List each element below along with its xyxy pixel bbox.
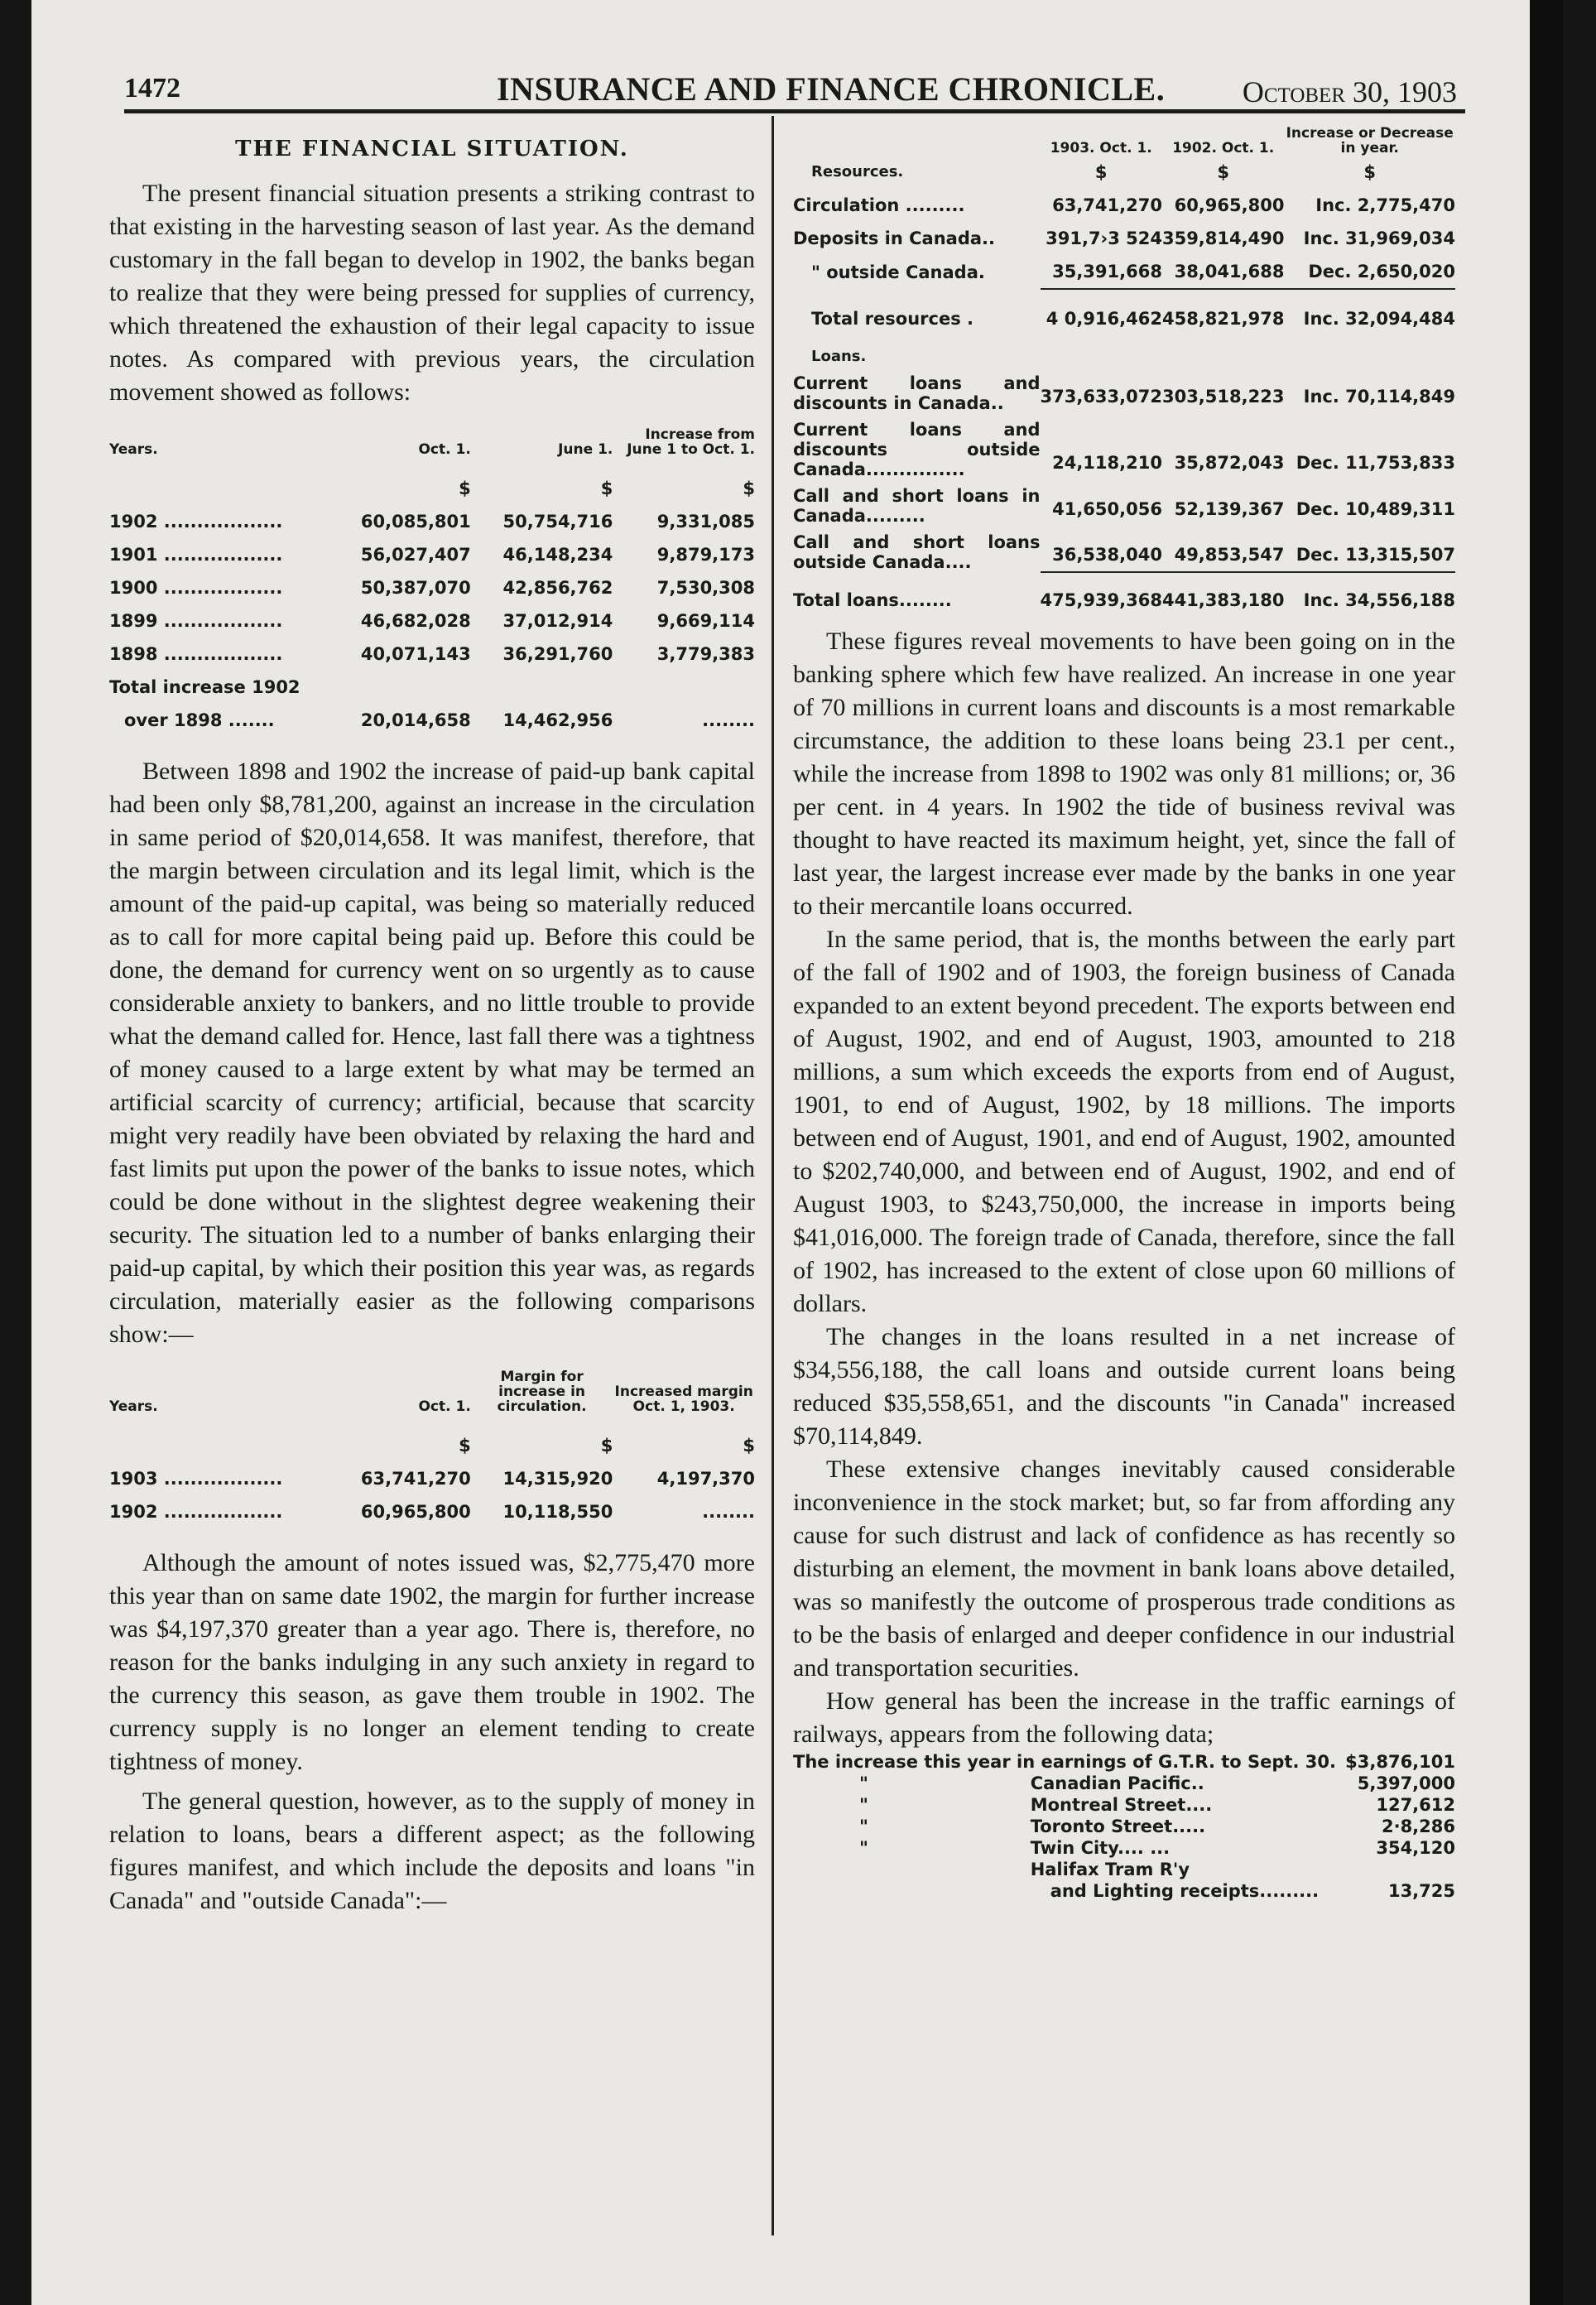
railway-label: and Lighting receipts......... [1050, 1881, 1320, 1901]
ditto-mark: " [859, 1817, 868, 1836]
value-cell: 20,014,658 [360, 710, 471, 730]
table-row [793, 1880, 1455, 1902]
table-row [793, 255, 1455, 289]
value-cell: 303,518,223 [1161, 387, 1285, 407]
value-cell: 2·8,286 [1381, 1817, 1455, 1836]
unit-label: $ [1094, 162, 1108, 182]
value-cell: 50,387,070 [360, 578, 471, 598]
value-cell: 13,725 [1387, 1881, 1455, 1901]
section-label: Loans. [811, 348, 867, 365]
paragraph: How general has been the increase in the traffic earnings of railways, appears from the following data; [793, 1687, 1455, 1748]
ditto-mark: " [859, 1773, 868, 1793]
journal-title: INSURANCE AND FINANCE CHRONICLE. [497, 70, 1166, 108]
total-label: Total loans........ [793, 590, 952, 610]
issue-date: October 30, 1903 [1242, 75, 1457, 108]
value-cell: Dec. 10,489,311 [1296, 499, 1455, 519]
table-row [793, 289, 1455, 335]
unit-label: $ [1363, 162, 1377, 182]
total-label: Total resources . [811, 309, 973, 329]
col-header: Oct. 1. [418, 1398, 471, 1415]
paragraph: These figures reveal movements to have been going on in the banking sphere which few have realized. An increase in one year of 70 millions in current loans and discounts is a most remarkable circumstance, the addition to these loans being 23.1 per cent., while the increase from 1898 to 1902 was only 81 millions; or, 36 per cent. in 4 years. In 1902 the tide of business revival was thought to have reacted its maximum height, yet, since the fall of last year, the largest increase ever made by the banks in one year to their mercantile loans occurred. [793, 628, 1455, 920]
value-cell: $3,876,101 [1345, 1752, 1455, 1772]
table-row [793, 479, 1455, 526]
table-row [793, 1859, 1455, 1880]
circulation-table [109, 427, 755, 737]
value-cell: 10,118,550 [502, 1502, 613, 1522]
year-cell: 1902 .................. [109, 512, 283, 532]
value-cell: 14,315,920 [502, 1469, 613, 1489]
paragraph: Although the amount of notes issued was, $2,775,470 more this year than on same date 1902, the margin for further increase was $4,197,370 greater than a year ago. There is, therefore, no reason for the banks indulging in any such anxiety in regard to the currency this season, as gave them trouble in 1902. The currency supply is no longer an element tending to create tightness of money. [109, 1549, 755, 1775]
value-cell: 46,682,028 [360, 611, 471, 631]
value-cell: Inc. 34,556,188 [1284, 572, 1455, 617]
year-cell: 1903 .................. [109, 1469, 283, 1489]
value-cell: 36,291,760 [502, 644, 613, 664]
railway-label: Montreal Street.... [1030, 1795, 1213, 1815]
value-cell: 38,041,688 [1174, 262, 1285, 282]
value-cell: Dec. 11,753,833 [1296, 453, 1455, 473]
value-cell: 391,7›3 524 [1046, 229, 1162, 248]
col-header: Margin for increase in circulation. [497, 1369, 587, 1415]
value-cell: 60,085,801 [360, 512, 471, 532]
year-cell: 1902 .................. [109, 1502, 283, 1522]
value-cell: 60,965,800 [1174, 195, 1285, 215]
value-cell: Inc. 70,114,849 [1303, 387, 1455, 407]
year-cell: 1900 .................. [109, 578, 283, 598]
total-label: over 1898 ....... [124, 710, 275, 730]
traffic-intro: The increase this year in earnings of G.T.R. to Sept. 30. [793, 1752, 1336, 1772]
value-cell: 37,012,914 [502, 611, 613, 631]
value-cell: Dec. 13,315,507 [1296, 545, 1455, 565]
table-row [109, 505, 755, 538]
value-cell: 24,118,210 [1052, 453, 1162, 473]
value-cell: Inc. 32,094,484 [1284, 289, 1455, 335]
table-row [109, 571, 755, 604]
col-header: Increase from June 1 to Oct. 1. [627, 426, 755, 458]
table-row [109, 604, 755, 638]
year-cell: 1898 .................. [109, 644, 283, 664]
col-header: Years. [109, 1398, 158, 1415]
table-row [109, 638, 755, 671]
row-label: " outside Canada. [811, 262, 985, 282]
column-divider [772, 116, 774, 2235]
railway-label: Canadian Pacific.. [1030, 1773, 1204, 1793]
table-row [109, 704, 755, 737]
value-cell: 50,754,716 [502, 512, 613, 532]
table-row [793, 1816, 1455, 1837]
unit-label: $ [459, 479, 471, 498]
ditto-mark: " [859, 1838, 868, 1858]
table-row [109, 1495, 755, 1528]
value-cell: 475,939,368 [1041, 572, 1162, 617]
row-label: Call and short loans in Canada......... [793, 486, 1041, 526]
value-cell: 63,741,270 [1052, 195, 1162, 215]
value-cell: 46,148,234 [502, 545, 613, 565]
value-cell: 9,331,085 [656, 512, 755, 532]
table-row [793, 1837, 1455, 1859]
value-cell: 63,741,270 [360, 1469, 471, 1489]
value-cell: 458,821,978 [1162, 289, 1284, 335]
table-row [793, 413, 1455, 479]
value-cell: 36,538,040 [1052, 545, 1162, 565]
value-cell: 42,856,762 [502, 578, 613, 598]
col-header: Increased margin Oct. 1, 1903. [614, 1383, 753, 1415]
railway-label: Toronto Street..... [1030, 1817, 1206, 1836]
col-header: Years. [109, 441, 158, 458]
row-label: Circulation ......... [793, 195, 965, 215]
value-cell: Inc. 2,775,470 [1315, 195, 1455, 215]
value-cell: 4,197,370 [656, 1469, 755, 1489]
row-label: Current loans and discounts in Canada.. [793, 373, 1041, 413]
table-row [793, 222, 1455, 255]
col-header: Increase or Decrease in year. [1286, 125, 1454, 156]
table-row [793, 1773, 1455, 1794]
value-cell: 40,071,143 [360, 644, 471, 664]
value-cell: 127,612 [1376, 1795, 1455, 1815]
unit-label: $ [743, 1436, 755, 1456]
value-cell: 5,397,000 [1357, 1773, 1455, 1793]
table-row [793, 526, 1455, 572]
value-cell: 3,779,383 [656, 644, 755, 664]
table-row [793, 1794, 1455, 1816]
value-cell: 7,530,308 [656, 578, 755, 598]
railway-label: Twin City.... ... [1030, 1838, 1171, 1858]
col-header: 1902. Oct. 1. [1172, 140, 1275, 156]
article-heading: THE FINANCIAL SITUATION. [235, 137, 629, 161]
value-cell: 14,462,956 [502, 710, 613, 730]
value-cell: ........ [702, 710, 755, 730]
unit-label: $ [600, 479, 613, 498]
row-label: Call and short loans outside Canada.... [793, 532, 1041, 572]
col-header: June 1. [558, 441, 613, 458]
row-label: Deposits in Canada.. [793, 229, 996, 248]
unit-label: $ [743, 479, 755, 498]
value-cell: 9,669,114 [656, 611, 755, 631]
value-cell: Inc. 31,969,034 [1303, 229, 1455, 248]
table-row [793, 1751, 1455, 1773]
ditto-mark: " [859, 1795, 868, 1815]
section-label: Resources. [811, 163, 904, 180]
value-cell: 354,120 [1376, 1838, 1455, 1858]
value-cell: ........ [702, 1502, 755, 1522]
paragraph: These extensive changes inevitably caused considerable inconvenience in the stock market; but, so far from affording any cause for such distrust and lack of confidence as has recently so disturbing an element, the movment in bank loans above detailed, was so manifestly the outcome of prosperous trade conditions as to be the basis of enlarged and deeper confidence in our industrial and transportation securities. [793, 1456, 1455, 1682]
paragraph: The present financial situation presents a striking contrast to that existing in the harvesting season of last year. As the demand customary in the fall began to develop in 1902, the banks began to realize that they were being pressed for supplies of currency, which threatened the exhaustion of their legal capacity to issue notes. As compared with previous years, the circulation movement showed as follows: [109, 180, 755, 406]
unit-label: $ [600, 1436, 613, 1456]
value-cell: 56,027,407 [360, 545, 471, 565]
page-edge-shadow [1530, 0, 1563, 2305]
value-cell: 9,879,173 [656, 545, 755, 565]
table-row [793, 373, 1455, 413]
table-row [793, 189, 1455, 222]
col-header: 1903. Oct. 1. [1050, 140, 1152, 156]
value-cell: 52,139,367 [1174, 499, 1285, 519]
value-cell: 41,650,056 [1052, 499, 1162, 519]
traffic-earnings-list [793, 1751, 1455, 1902]
margin-table [109, 1369, 755, 1528]
col-header: Oct. 1. [418, 441, 471, 458]
value-cell: 373,633,072 [1040, 387, 1162, 407]
value-cell: Dec. 2,650,020 [1308, 262, 1455, 282]
page-number: 1472 [124, 73, 180, 103]
paragraph: The changes in the loans resulted in a net increase of $34,556,188, the call loans and outside current loans being reduced $35,558,651, and the discounts "in Canada" increased $70,114,849. [793, 1323, 1455, 1450]
paragraph: Between 1898 and 1902 the increase of paid-up bank capital had been only $8,781,200, against an increase in the circulation in same period of $20,014,658. It was manifest, therefore, that the margin between circulation and its legal limit, which is the amount of the paid-up capital, was being so materially reduced as to call for more capital being paid up. Before this could be done, the demand for currency went on so urgently as to cause considerable anxiety to bankers, and no little trouble to provide what the demand called for. Hence, last fall there was a tightness of money caused to a large extent by what may be termed an artificial scarcity of currency; artificial, because that scarcity might very readily have been obviated by relaxing the hard and fast limits put upon the power of the banks to issue notes, which could be done without in the slightest degree weakening their security. The situation led to a number of banks enlarging their paid-up capital, by which their position this year was, as regards circulation, materially easier as the following comparisons show:— [109, 758, 755, 1348]
paragraph: The general question, however, as to the supply of money in relation to loans, bears a different aspect; as the following figures manifest, and which include the deposits and loans "in Canada" and "outside Canada":— [109, 1788, 755, 1914]
left-column [109, 132, 755, 1918]
value-cell: 4 0,916,462 [1041, 289, 1162, 335]
value-cell: 441,383,180 [1162, 572, 1284, 617]
table-row [793, 572, 1455, 617]
value-cell: 49,853,547 [1174, 545, 1285, 565]
header-rule [124, 109, 1465, 113]
resources-loans-table [793, 126, 1455, 617]
total-label: Total increase 1902 [109, 677, 300, 697]
value-cell: 35,872,043 [1174, 453, 1285, 473]
railway-label: Halifax Tram R'y [1030, 1860, 1190, 1879]
year-cell: 1901 .................. [109, 545, 283, 565]
row-label: Current loans and discounts outside Canada............... [793, 420, 1041, 479]
value-cell: 60,965,800 [360, 1502, 471, 1522]
table-row [109, 1462, 755, 1495]
unit-label: $ [1217, 162, 1230, 182]
year-cell: 1899 .................. [109, 611, 283, 631]
paragraph: In the same period, that is, the months between the early part of the fall of 1902 and of 1903, the foreign business of Canada expanded to an extent beyond precedent. The exports between end of August, 1902, and end of August, 1903, amounted to 218 millions, a sum which exceeds the exports from end of August, 1901, to end of August, 1902, by 18 millions. The imports between end of August, 1901, and end of August, 1902, amounted to $202,740,000, and between end of August, 1902, and end of August 1903, to $243,750,000, the increase in imports being $41,016,000. The foreign trade of Canada, therefore, since the fall of 1902, has increased to the extent of close upon 60 millions of dollars. [793, 926, 1455, 1317]
unit-label: $ [459, 1436, 471, 1456]
table-row [109, 671, 755, 704]
table-row [109, 538, 755, 571]
running-header [124, 66, 1457, 116]
value-cell: 35,391,668 [1052, 262, 1162, 282]
value-cell: 359,814,490 [1161, 229, 1285, 248]
right-column [793, 126, 1455, 1902]
